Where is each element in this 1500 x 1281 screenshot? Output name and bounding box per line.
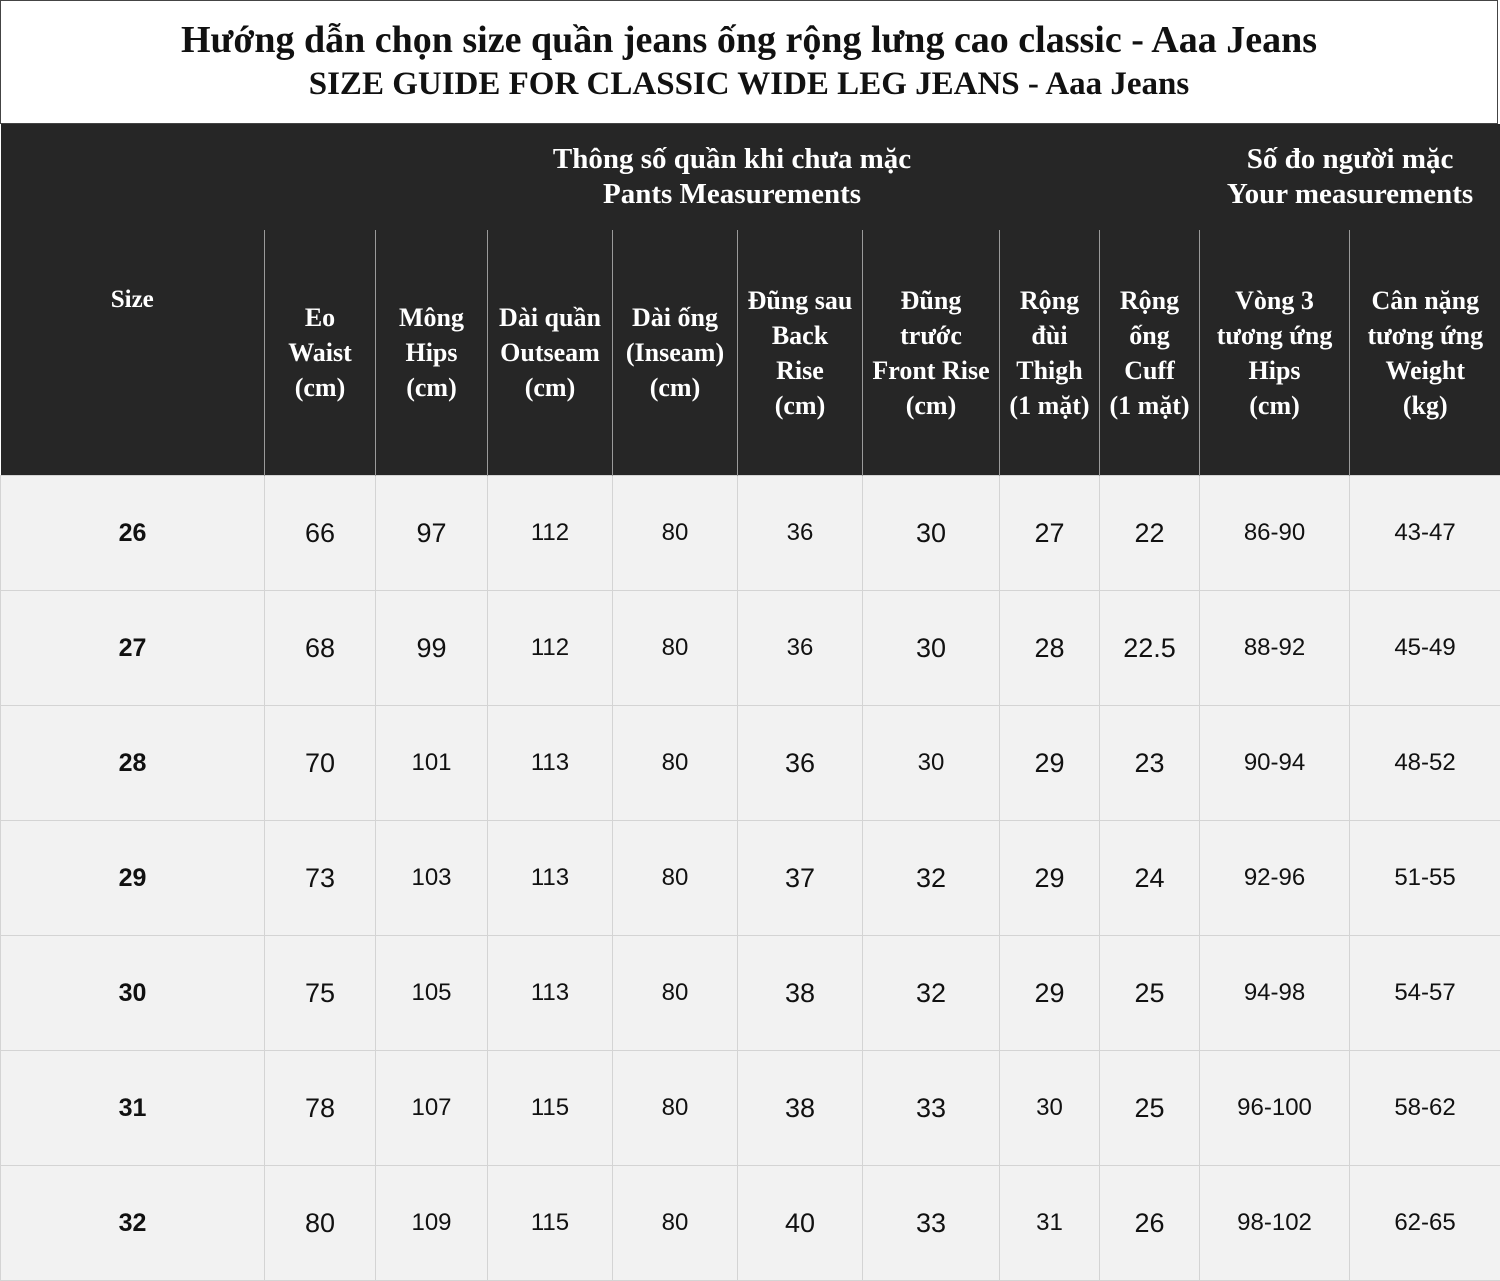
- size-cell: 28: [1, 706, 265, 821]
- size-cell: 29: [1, 821, 265, 936]
- body-hips-column-header: Vòng 3 tương ứng Hips (cm): [1200, 230, 1350, 476]
- title-box: [0, 0, 1498, 124]
- thigh-cell: 29: [1000, 936, 1100, 1051]
- inseam-column-header: Dài ống (Inseam) (cm): [613, 230, 738, 476]
- waist-cell: 80: [265, 1166, 376, 1281]
- table-row: [1, 936, 1500, 1051]
- cuff-cell: 25: [1100, 1051, 1200, 1166]
- weight-cell: 48-52: [1350, 706, 1500, 821]
- cuff-cell: 23: [1100, 706, 1200, 821]
- size-cell: 27: [1, 591, 265, 706]
- body-hips-cell: 98-102: [1200, 1166, 1350, 1281]
- table-row: [1, 1166, 1500, 1281]
- thigh-cell: 29: [1000, 821, 1100, 936]
- waist-cell: 73: [265, 821, 376, 936]
- outseam-cell: 112: [488, 476, 613, 591]
- front-rise-cell: 33: [863, 1051, 1000, 1166]
- thigh-cell: 30: [1000, 1051, 1100, 1166]
- thigh-cell: 29: [1000, 706, 1100, 821]
- inseam-cell: 80: [613, 936, 738, 1051]
- weight-cell: 45-49: [1350, 591, 1500, 706]
- back-rise-cell: 37: [738, 821, 863, 936]
- body-hips-cell: 88-92: [1200, 591, 1350, 706]
- inseam-cell: 80: [613, 821, 738, 936]
- pants-measurements-header: Thông số quần khi chưa mặc Pants Measurements: [265, 124, 1200, 230]
- front-rise-cell: 30: [863, 476, 1000, 591]
- outseam-cell: 112: [488, 591, 613, 706]
- back-rise-cell: 38: [738, 936, 863, 1051]
- outseam-cell: 115: [488, 1051, 613, 1166]
- outseam-cell: 115: [488, 1166, 613, 1281]
- cuff-cell: 24: [1100, 821, 1200, 936]
- front-rise-cell: 32: [863, 936, 1000, 1051]
- size-cell: 31: [1, 1051, 265, 1166]
- body-hips-cell: 94-98: [1200, 936, 1350, 1051]
- size-cell: 30: [1, 936, 265, 1051]
- title-english: SIZE GUIDE FOR CLASSIC WIDE LEG JEANS - Aaa Jeans: [309, 62, 1190, 106]
- table-row: [1, 591, 1500, 706]
- hips-cell: 109: [376, 1166, 488, 1281]
- table-row: [1, 476, 1500, 591]
- hips-cell: 103: [376, 821, 488, 936]
- size-cell: 32: [1, 1166, 265, 1281]
- outseam-cell: 113: [488, 821, 613, 936]
- inseam-cell: 80: [613, 1051, 738, 1166]
- inseam-cell: 80: [613, 591, 738, 706]
- weight-cell: 54-57: [1350, 936, 1500, 1051]
- cuff-cell: 25: [1100, 936, 1200, 1051]
- front-rise-cell: 30: [863, 706, 1000, 821]
- weight-cell: 62-65: [1350, 1166, 1500, 1281]
- front-rise-cell: 32: [863, 821, 1000, 936]
- back-rise-cell: 38: [738, 1051, 863, 1166]
- cuff-cell: 22: [1100, 476, 1200, 591]
- hips-cell: 107: [376, 1051, 488, 1166]
- back-rise-cell: 36: [738, 591, 863, 706]
- body-hips-cell: 86-90: [1200, 476, 1350, 591]
- weight-cell: 43-47: [1350, 476, 1500, 591]
- cuff-cell: 22.5: [1100, 591, 1200, 706]
- waist-cell: 66: [265, 476, 376, 591]
- inseam-cell: 80: [613, 1166, 738, 1281]
- size-column-header: Size: [1, 124, 265, 476]
- front-rise-cell: 33: [863, 1166, 1000, 1281]
- cuff-cell: 26: [1100, 1166, 1200, 1281]
- table-row: [1, 706, 1500, 821]
- body-hips-cell: 96-100: [1200, 1051, 1350, 1166]
- title-vietnamese: Hướng dẫn chọn size quần jeans ống rộng lưng cao classic - Aaa Jeans: [181, 18, 1317, 62]
- waist-cell: 78: [265, 1051, 376, 1166]
- thigh-cell: 28: [1000, 591, 1100, 706]
- front-rise-column-header: Đũng trước Front Rise (cm): [863, 230, 1000, 476]
- outseam-column-header: Dài quần Outseam (cm): [488, 230, 613, 476]
- hips-column-header: Mông Hips (cm): [376, 230, 488, 476]
- outseam-cell: 113: [488, 706, 613, 821]
- thigh-cell: 27: [1000, 476, 1100, 591]
- back-rise-cell: 40: [738, 1166, 863, 1281]
- inseam-cell: 80: [613, 476, 738, 591]
- outseam-cell: 113: [488, 936, 613, 1051]
- group-header-row: [1, 124, 1500, 230]
- back-rise-cell: 36: [738, 706, 863, 821]
- inseam-cell: 80: [613, 706, 738, 821]
- weight-column-header: Cân nặng tương ứng Weight (kg): [1350, 230, 1500, 476]
- waist-cell: 70: [265, 706, 376, 821]
- waist-cell: 68: [265, 591, 376, 706]
- body-hips-cell: 90-94: [1200, 706, 1350, 821]
- back-rise-column-header: Đũng sau Back Rise (cm): [738, 230, 863, 476]
- cuff-column-header: Rộng ống Cuff (1 mặt): [1100, 230, 1200, 476]
- body-hips-cell: 92-96: [1200, 821, 1350, 936]
- back-rise-cell: 36: [738, 476, 863, 591]
- your-measurements-header: Số đo người mặc Your measurements: [1200, 124, 1500, 230]
- hips-cell: 97: [376, 476, 488, 591]
- table-row: [1, 1051, 1500, 1166]
- front-rise-cell: 30: [863, 591, 1000, 706]
- table-row: [1, 821, 1500, 936]
- size-cell: 26: [1, 476, 265, 591]
- waist-cell: 75: [265, 936, 376, 1051]
- weight-cell: 51-55: [1350, 821, 1500, 936]
- thigh-cell: 31: [1000, 1166, 1100, 1281]
- weight-cell: 58-62: [1350, 1051, 1500, 1166]
- thigh-column-header: Rộng đùi Thigh (1 mặt): [1000, 230, 1100, 476]
- waist-column-header: Eo Waist (cm): [265, 230, 376, 476]
- size-guide-table: [0, 124, 1500, 1281]
- hips-cell: 99: [376, 591, 488, 706]
- hips-cell: 101: [376, 706, 488, 821]
- hips-cell: 105: [376, 936, 488, 1051]
